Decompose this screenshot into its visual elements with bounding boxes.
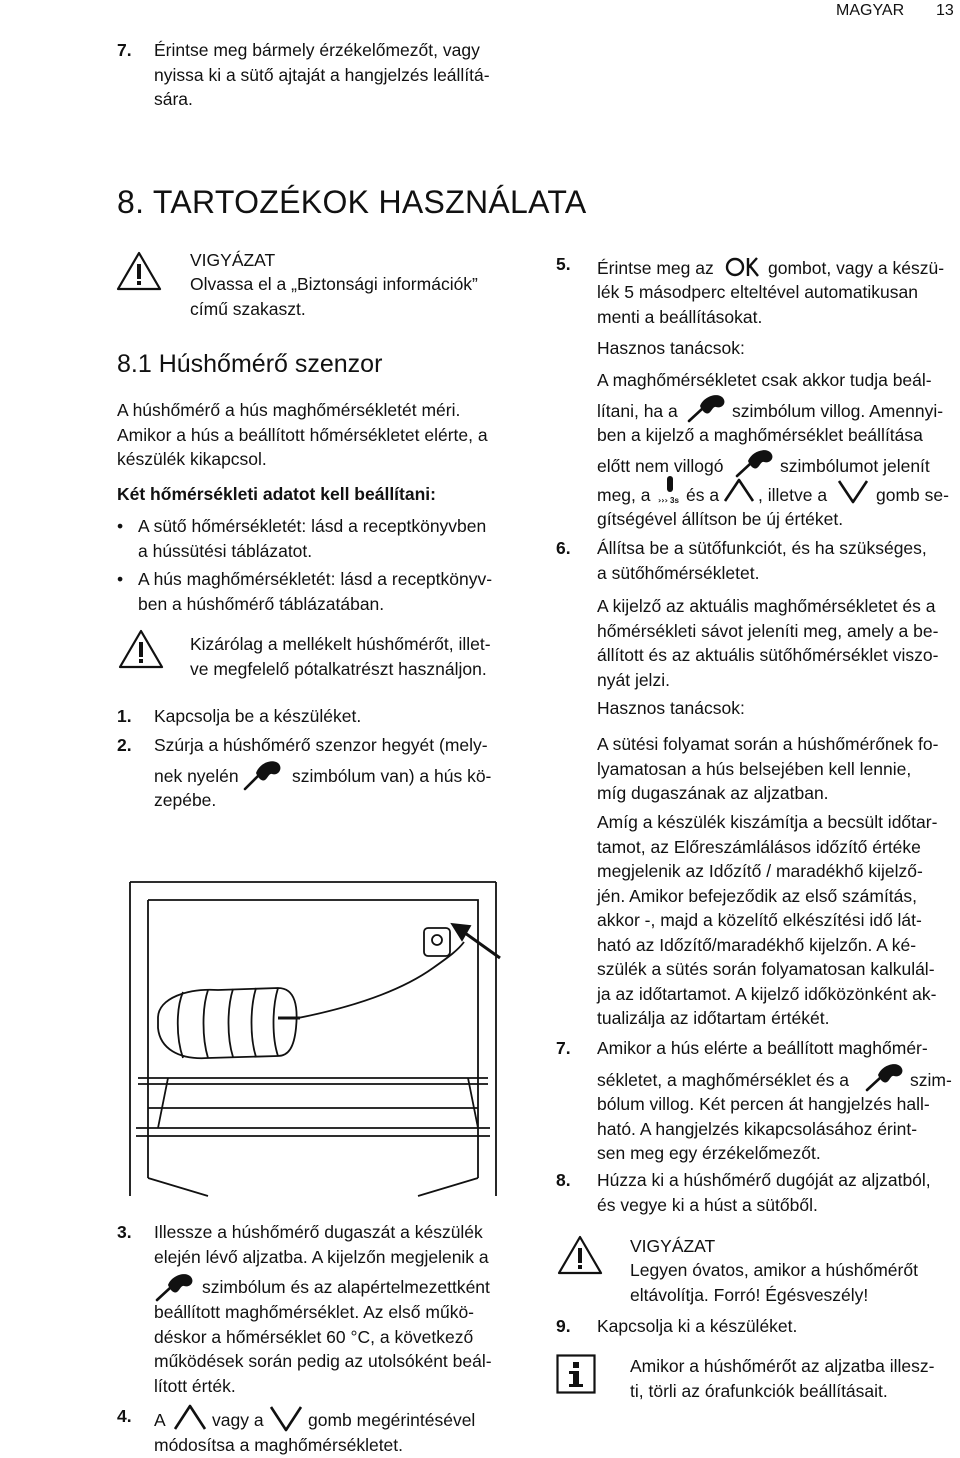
step-6-text: Állítsa be a sütőfunkciót, és ha szükséges, a sütőhőmérsékletet. — [597, 538, 927, 583]
meat-probe-icon — [734, 446, 776, 478]
step-7-number: 7. — [117, 40, 132, 60]
svg-text:›››: ››› — [658, 496, 668, 505]
step-5-rest: lék 5 másodperc elteltével automatikusan menti a beállításokat. — [597, 282, 919, 327]
step-5-line-1a: Érintse meg az — [597, 258, 714, 278]
warning-2-text: Legyen óvatos, amikor a húshőmérőt eltávolítja. Forró! Égésveszély! — [630, 1260, 918, 1305]
two-temps-heading: Két hőmérsékleti adatot kell beállítani: — [117, 484, 436, 504]
bullet-2-text: A hús maghőmérsékletét: lásd a receptkönyv- ben a húshőmérő táblázatában. — [138, 569, 493, 614]
warning-2-title: VIGYÁZAT — [630, 1236, 716, 1256]
chapter-title: 8. TARTOZÉKOK HASZNÁLATA — [117, 184, 587, 220]
tips-1-heading: Hasznos tanácsok: — [597, 338, 745, 358]
step-9-text: Kapcsolja ki a készüléket. — [597, 1316, 798, 1336]
caution-text: Kizárólag a mellékelt húshőmérőt, illet- ve megfelelő pótalkatrészt használjon. — [190, 634, 491, 679]
meat-probe-icon — [864, 1060, 906, 1092]
step-5-number: 5. — [556, 254, 571, 274]
tips-1-line-1: A maghőmérsékletet csak akkor tudja beál- — [597, 370, 932, 390]
step-4-number: 4. — [117, 1406, 132, 1426]
step-8-number: 8. — [556, 1170, 571, 1190]
tips-1-line-4a: előtt nem villogó — [597, 456, 724, 476]
step-4-line-1a: A — [154, 1410, 166, 1430]
up-arrow-button-icon — [722, 476, 756, 504]
step-4-line-1b: vagy a — [212, 1410, 264, 1430]
step-7-line-1: Amikor a hús elérte a beállított maghőmér- — [597, 1038, 928, 1058]
step-8-text: Húzza ki a húshőmérő dugóját az aljzatból, és vegye ki a húst a sütőből. — [597, 1170, 931, 1215]
step-5-line-1b: gombot, vagy a készü- — [768, 258, 945, 278]
tips-1-line-5a: meg, a — [597, 485, 651, 505]
step-6-number: 6. — [556, 538, 571, 558]
step-6-description: A kijelző az aktuális maghőmérsékletet és a hőmérsékleti sávot jeleníti meg, amely a be- állított és az aktuális sütőhőmérséklet viszo- nyát jelzi. — [597, 596, 939, 690]
down-arrow-button-icon — [836, 478, 870, 506]
step-3-line-1: Illessze a húshőmérő dugaszát a készülék — [154, 1222, 483, 1242]
step-2-line-3: zepébe. — [154, 790, 217, 810]
meat-probe-icon — [154, 1270, 196, 1302]
step-3-line-2: elején lévő aljzatba. A kijelzőn megjelenik a — [154, 1247, 489, 1267]
step-7-line-2a: sékletet, a maghőmérséklet és a — [597, 1070, 849, 1090]
info-icon — [556, 1354, 596, 1394]
tips-1-line-3: ben a kijelző a maghőmérséklet beállítása — [597, 425, 923, 445]
step-3-line-3: szimbólum és az alapértelmezettként — [202, 1277, 490, 1297]
step-2-number: 2. — [117, 735, 132, 755]
ok-button-icon — [724, 252, 764, 282]
meat-probe-icon — [242, 756, 284, 792]
bullet-mark: • — [117, 569, 124, 589]
warning-triangle-icon — [115, 250, 163, 292]
page-number: 13 — [936, 2, 954, 19]
step-3-number: 3. — [117, 1222, 132, 1242]
step-2-line-1: Szúrja a húshőmérő szenzor hegyét (mely- — [154, 735, 488, 755]
step-4-line-2: módosítsa a maghőmérsékletet. — [154, 1435, 404, 1455]
step-1-number: 1. — [117, 706, 132, 726]
step-7-text: Érintse meg bármely érzékelőmezőt, vagy nyissa ki a sütő ajtaját a hangjelzés leállítá- sára. — [154, 40, 490, 109]
language-label: MAGYAR — [836, 2, 905, 19]
step-7-number: 7. — [556, 1038, 571, 1058]
meat-probe-icon — [686, 391, 728, 423]
tips-1-line-5c: , illetve a — [758, 485, 828, 505]
tips-1-line-6: gítségével állítson be új értéket. — [597, 509, 844, 529]
up-arrow-button-icon — [172, 1402, 208, 1432]
step-7-rest: bólum villog. Két percen át hangjelzés hall- ható. A hangjelzés kikapcsolásához érint- sen meg egy érzékelőmezőt. — [597, 1094, 930, 1163]
tips-1-line-2b: szimbólum villog. Amennyi- — [732, 401, 944, 421]
tips-1-line-5d: gomb se- — [876, 485, 949, 505]
step-2-line-2a: nek nyelén — [154, 766, 239, 786]
oven-with-meat-probe-illustration — [128, 878, 516, 1200]
tips-1-line-5b: és a — [686, 485, 720, 505]
step-1-text: Kapcsolja be a készüléket. — [154, 706, 362, 726]
step-7-line-2b: szim- — [910, 1070, 952, 1090]
step-4-line-1c: gomb megérintésével — [308, 1410, 476, 1430]
intro-text: A húshőmérő a hús maghőmérsékletét méri. Amikor a hús a beállított hőmérsékletet elérte, a készülék kikapcsol. — [117, 400, 488, 469]
warning-triangle-icon — [117, 628, 165, 670]
tips-2-heading: Hasznos tanácsok: — [597, 698, 745, 718]
tips-1-line-4b: szimbólumot jelenít — [780, 456, 930, 476]
warning-triangle-icon — [556, 1234, 604, 1276]
down-arrow-button-icon — [268, 1404, 304, 1434]
tips-2-para-1: A sütési folyamat során a húshőmérőnek fo- lyamatosan a hús belsejében kell lennie, míg dugaszának az aljzatban. — [597, 734, 939, 803]
warning-title: VIGYÁZAT — [190, 250, 276, 270]
tips-1-line-2a: lítani, ha a — [597, 401, 678, 421]
section-title: 8.1 Húshőmérő szenzor — [117, 350, 383, 378]
info-text: Amikor a húshőmérőt az aljzatba illesz- ti, törli az órafunkciók beállításait. — [630, 1356, 935, 1401]
warning-text: Olvassa el a „Biztonsági információk” című szakaszt. — [190, 274, 478, 319]
step-2-line-2b: szimbólum van) a hús kö- — [292, 766, 492, 786]
step-9-number: 9. — [556, 1316, 571, 1336]
bullet-mark: • — [117, 516, 124, 536]
step-3-rest: beállított maghőmérséklet. Az első műkö- déskor a hőmérséklet 60 °C, a következő működések során pedig az utolsóként beál- lított érték. — [154, 1302, 492, 1396]
tips-2-para-2: Amíg a készülék kiszámítja a becsült időtar- tamot, az Előreszámlálásos időzítő értéke megjelenik az Időzítő / maradékhő kijelző- jén. Amikor befejeződik az első számítás, akkor -, majd a közelítő elkészítési idő lát- ható az Időzítő/maradékhő kijelzőn. A ké- szülék a sütés során folyamatosan kalkulál- ja az időtartamot. A kijelző időközönként ak- tualizálja az időtartam értékét. — [597, 812, 938, 1028]
timer-3s-label: 3s — [670, 496, 679, 505]
bullet-1-text: A sütő hőmérsékletét: lásd a receptkönyvben a hússütési táblázatot. — [138, 516, 487, 561]
